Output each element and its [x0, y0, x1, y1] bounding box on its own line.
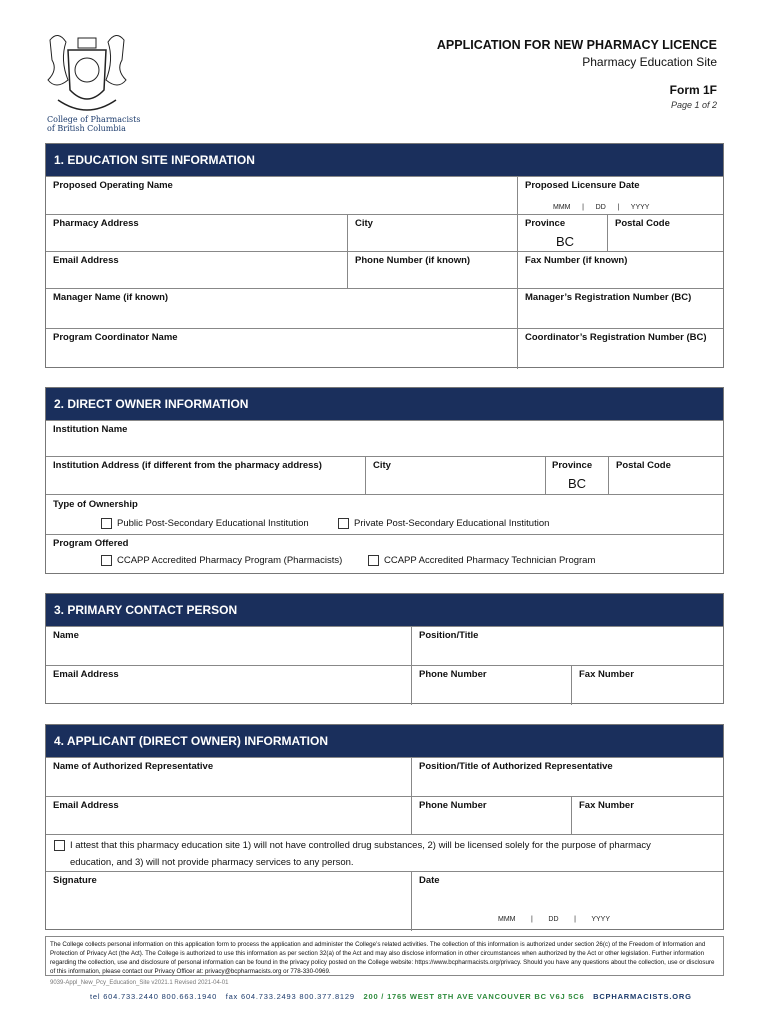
section-direct-owner: [45, 387, 724, 574]
contact-email-label: Email Address: [53, 669, 119, 680]
applicant-fax-label: Fax Number: [579, 800, 634, 811]
institution-name-label: Institution Name: [53, 424, 128, 435]
attestation-text-line2: education, and 3) will not provide pharmacy services to any person.: [70, 857, 354, 868]
institution-postal-field[interactable]: [609, 457, 723, 495]
privacy-notice: The College collects personal information on this application form to process the application and administer the College’s related activities. The collection of this information is authorized under section 26(c) of the Freedom of Information and Protection of Privacy Act (the Act). The College is authorized to use this information as per section 32(a) of the Act and may also disclose information in other circumstances when authorized by the Act or other legislation. Further information regarding the collection, use and disclosure of personal information can be found in the privacy policy posted on the College website: https://www.bcpharmacists.org/privacy. Should you have any questions about the collection, use or disclosure of this information, please contact our Privacy Officer at: privacy@bcpharmacists.org or 778-330-0969.: [45, 936, 724, 976]
row-applicant-email: [46, 796, 723, 835]
row-coordinator: [46, 328, 723, 369]
province-label: Province: [525, 218, 566, 229]
contact-position-field[interactable]: [412, 627, 723, 666]
institution-province-value: BC: [568, 476, 587, 491]
province-value: BC: [556, 234, 575, 249]
applicant-phone-label: Phone Number: [419, 800, 487, 811]
ownership-label: Type of Ownership: [53, 499, 138, 510]
phone-label: Phone Number (if known): [355, 255, 471, 266]
row-attestation: [46, 834, 723, 872]
phone-field[interactable]: [348, 252, 518, 289]
signature-date-field[interactable]: [412, 872, 723, 931]
section-education-site: [45, 143, 724, 368]
section-4-title: 4. APPLICANT (DIRECT OWNER) INFORMATION: [46, 725, 723, 757]
ownership-public-option[interactable]: [101, 518, 309, 529]
page-number: Page 1 of 2: [670, 100, 717, 110]
operating-name-label: Proposed Operating Name: [53, 180, 173, 191]
row-email: [46, 251, 723, 289]
row-pharmacy-address: [46, 214, 723, 252]
signature-date-label: Date: [419, 875, 440, 886]
fax-label: Fax Number (if known): [525, 255, 628, 266]
contact-email-field[interactable]: [46, 666, 412, 705]
manager-reg-label: Manager’s Registration Number (BC): [525, 292, 692, 303]
section-3-title: 3. PRIMARY CONTACT PERSON: [46, 594, 723, 626]
coordinator-reg-field[interactable]: [518, 329, 723, 369]
licensure-date-field[interactable]: [518, 177, 723, 215]
footer-address: 200 / 1765 WEST 8TH AVE VANCOUVER BC V6J 5C6: [363, 992, 585, 1001]
signature-date-format: MMM | DD | YYYY: [498, 916, 611, 923]
institution-address-field[interactable]: [46, 457, 366, 495]
contact-fax-label: Fax Number: [579, 669, 634, 680]
org-name-line2: of British Columbia: [47, 124, 126, 133]
section-2-title: 2. DIRECT OWNER INFORMATION: [46, 388, 723, 420]
rep-name-field[interactable]: [46, 758, 412, 797]
program-pharmacists-checkbox[interactable]: [101, 555, 112, 566]
city-label: City: [355, 218, 373, 229]
row-ownership: [46, 494, 723, 535]
manager-reg-field[interactable]: [518, 289, 723, 329]
attestation-checkbox[interactable]: [54, 840, 65, 851]
applicant-email-field[interactable]: [46, 797, 412, 835]
postal-code-label: Postal Code: [615, 218, 670, 229]
contact-position-label: Position/Title: [419, 630, 479, 641]
row-institution-name: [46, 420, 723, 457]
coordinator-reg-label: Coordinator’s Registration Number (BC): [525, 332, 707, 343]
applicant-phone-field[interactable]: [412, 797, 572, 835]
manager-name-label: Manager Name (if known): [53, 292, 169, 303]
postal-code-field[interactable]: [608, 215, 723, 252]
ownership-private-checkbox[interactable]: [338, 518, 349, 529]
program-pharmacists-option[interactable]: [101, 555, 342, 566]
applicant-fax-field[interactable]: [572, 797, 723, 835]
program-technician-label: CCAPP Accredited Pharmacy Technician Program: [384, 555, 596, 567]
row-contact-email: [46, 665, 723, 705]
row-representative: [46, 757, 723, 797]
pharmacy-address-label: Pharmacy Address: [53, 218, 139, 229]
manager-name-field[interactable]: [46, 289, 518, 329]
institution-city-label: City: [373, 460, 391, 471]
row-operating-name: [46, 176, 723, 215]
row-signature: [46, 871, 723, 931]
signature-field[interactable]: [46, 872, 412, 931]
rep-name-label: Name of Authorized Representative: [53, 761, 214, 772]
contact-phone-label: Phone Number: [419, 669, 487, 680]
section-applicant: [45, 724, 724, 930]
ownership-public-label: Public Post-Secondary Educational Institution: [117, 518, 309, 530]
email-field[interactable]: [46, 252, 348, 289]
form-version: 9039-Appl_New_Pcy_Education_Site v2021.1 Revised 2021-04-01: [50, 980, 229, 986]
org-name: [47, 115, 140, 133]
contact-phone-field[interactable]: [412, 666, 572, 705]
contact-name-label: Name: [53, 630, 79, 641]
footer-contact: [90, 992, 692, 1001]
program-pharmacists-label: CCAPP Accredited Pharmacy Program (Pharmacists): [117, 555, 343, 567]
institution-province-field[interactable]: [546, 457, 609, 495]
section-primary-contact: [45, 593, 724, 704]
institution-province-label: Province: [552, 460, 593, 471]
rep-title-field[interactable]: [412, 758, 723, 797]
footer-fax: fax 604.733.2493 800.377.8129: [225, 992, 355, 1001]
section-1-title: 1. EDUCATION SITE INFORMATION: [46, 144, 723, 176]
row-manager: [46, 288, 723, 329]
program-technician-option[interactable]: [368, 555, 595, 566]
row-institution-address: [46, 456, 723, 495]
pharmacy-address-field[interactable]: [46, 215, 348, 252]
applicant-email-label: Email Address: [53, 800, 119, 811]
attestation-option[interactable]: [54, 840, 651, 851]
ownership-public-checkbox[interactable]: [101, 518, 112, 529]
contact-name-field[interactable]: [46, 627, 412, 666]
institution-name-field[interactable]: [46, 421, 723, 457]
ownership-private-option[interactable]: [338, 518, 549, 529]
form-title: APPLICATION FOR NEW PHARMACY LICENCE: [436, 38, 717, 52]
footer-website-link[interactable]: BCPHARMACISTS.ORG: [593, 992, 692, 1001]
institution-postal-label: Postal Code: [616, 460, 671, 471]
program-label: Program Offered: [53, 538, 129, 549]
email-label: Email Address: [53, 255, 119, 266]
row-contact-name: [46, 626, 723, 666]
licensure-date-label: Proposed Licensure Date: [525, 180, 640, 191]
operating-name-field[interactable]: [46, 177, 518, 215]
institution-city-field[interactable]: [366, 457, 546, 495]
ownership-private-label: Private Post-Secondary Educational Institution: [354, 518, 550, 530]
coordinator-name-label: Program Coordinator Name: [53, 332, 178, 343]
row-program: [46, 534, 723, 575]
org-name-line1: College of Pharmacists: [47, 115, 141, 124]
fax-field[interactable]: [518, 252, 723, 289]
province-field[interactable]: [518, 215, 608, 252]
institution-address-label: Institution Address (if different from the pharmacy address): [53, 460, 322, 471]
footer-tel: tel 604.733.2440 800.663.1940: [90, 992, 218, 1001]
form-number: Form 1F: [669, 83, 717, 97]
contact-fax-field[interactable]: [572, 666, 723, 705]
form-subtitle: Pharmacy Education Site: [582, 55, 717, 69]
attestation-text-line1: I attest that this pharmacy education site 1) will not have controlled drug substances, 2) will be licensed solely for the purpose of pharmacy: [70, 840, 651, 852]
licensure-date-format: MMM | DD | YYYY: [553, 204, 650, 211]
program-technician-checkbox[interactable]: [368, 555, 379, 566]
signature-label: Signature: [53, 875, 97, 886]
rep-title-label: Position/Title of Authorized Representative: [419, 761, 613, 772]
coordinator-name-field[interactable]: [46, 329, 518, 369]
city-field[interactable]: [348, 215, 518, 252]
